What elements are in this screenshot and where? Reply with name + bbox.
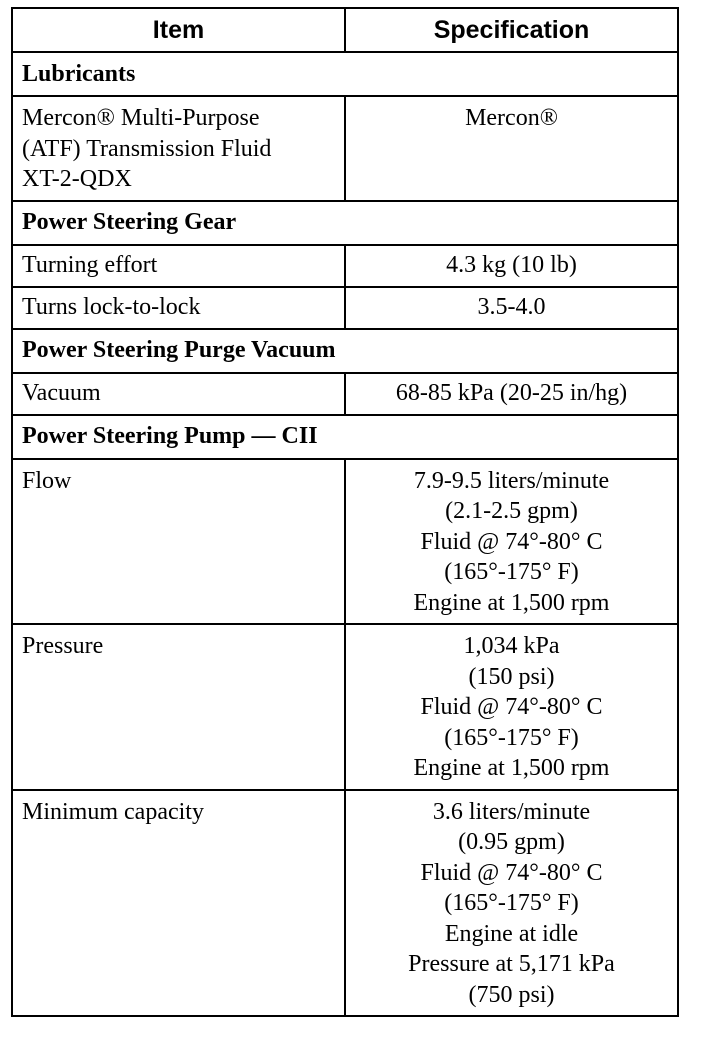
specification-text-line: (0.95 gpm) [458,829,565,855]
specification-text-line: Engine at 1,500 rpm [413,755,610,781]
specification-text-line: (165°-175° F) [444,724,579,751]
specification-text-line: (165°-175° F) [444,890,579,916]
item-text-line: Flow [22,467,72,494]
specification-text-line: Fluid @ 74°-80° C [420,694,603,720]
item-text-line: Minimum capacity [22,798,204,825]
section-title: Power Steering Purge Vacuum [12,329,678,373]
item-text-line: XT-2-QDX [22,166,132,192]
section-title: Lubricants [12,52,678,96]
item-text-line: Pressure [22,633,104,659]
column-header-item: Item [12,8,345,52]
specification-text-line: (2.1-2.5 gpm) [445,498,578,524]
item-cell [12,245,345,287]
section-row [12,201,678,245]
specification-text-line: 1,034 kPa [463,633,560,659]
section-row [12,329,678,373]
section-row [12,415,678,459]
specification-text-line: Mercon® [465,105,558,131]
specification-cell [345,790,678,1017]
section-title: Power Steering Pump — CII [12,415,678,459]
specification-text-line: 3.6 liters/minute [432,798,591,825]
specification-cell [345,96,678,201]
specification-text-line: 3.5-4.0 [477,294,546,321]
section-title: Power Steering Gear [12,201,678,245]
item-cell [12,287,345,329]
specification-text-line: (165°-175° F) [444,559,579,585]
specification-cell [345,245,678,287]
specification-text-line: Engine at idle [444,920,579,947]
specification-cell [345,624,678,790]
item-text-line: (ATF) Transmission Fluid [22,135,272,162]
table-row [12,459,678,625]
table-row [12,624,678,790]
specification-text-line: 4.3 kg (10 lb) [446,252,577,279]
column-header-specification: Specification [345,8,678,52]
specification-cell [345,373,678,415]
item-text-line: Turns lock-to-lock [22,294,201,321]
item-text-line: Vacuum [22,380,101,407]
specification-text-line: 68-85 kPa (20-25 in/hg) [395,380,628,407]
specification-text-line: Fluid @ 74°-80° C [420,528,603,555]
item-cell [12,96,345,201]
item-text-line: Mercon® Multi-Purpose [22,105,260,131]
specification-text-line: Fluid @ 74°-80° C [420,859,603,886]
specification-cell [345,287,678,329]
specification-table [11,7,679,1017]
section-row [12,52,678,96]
specification-text-line: 7.9-9.5 liters/minute [413,467,610,494]
table-row [12,373,678,415]
item-cell [12,790,345,1017]
specification-text-line: Pressure at 5,171 kPa [408,951,615,977]
table-body [12,52,678,1016]
table-row [12,287,678,329]
item-text-line: Turning effort [22,252,158,279]
item-cell [12,373,345,415]
table-header-row [12,8,678,52]
specification-cell [345,459,678,625]
item-cell [12,459,345,625]
table-row [12,245,678,287]
table-row [12,790,678,1017]
specification-text-line: Engine at 1,500 rpm [413,589,610,616]
specification-text-line: (750 psi) [468,981,555,1008]
table-row [12,96,678,201]
item-cell [12,624,345,790]
specification-text-line: (150 psi) [468,663,555,690]
